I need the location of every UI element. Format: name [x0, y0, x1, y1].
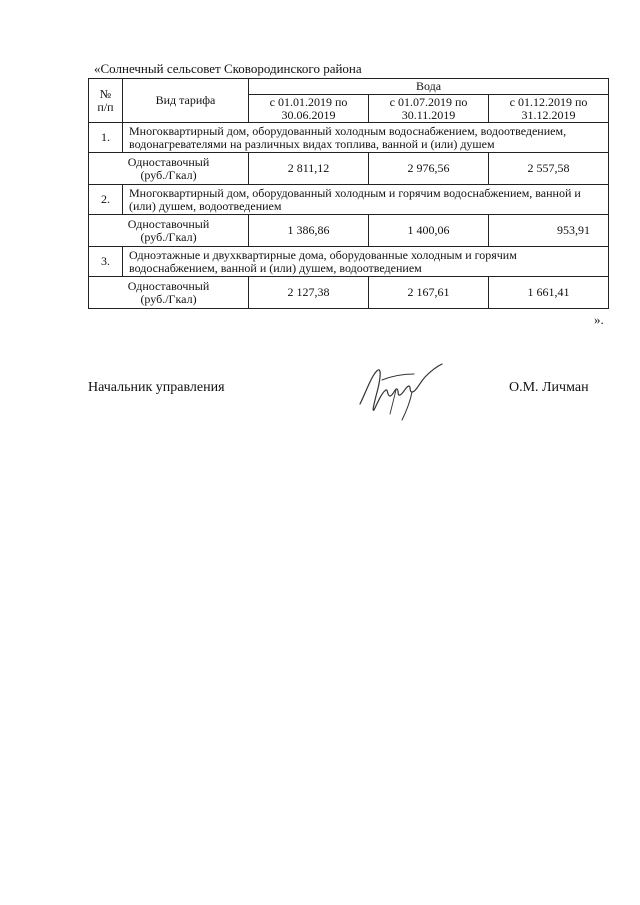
table-caption: «Солнечный сельсовет Сковородинского района: [94, 61, 362, 76]
tariff-type-label: Одноставочный (руб./Гкал): [127, 216, 210, 244]
value-cell: 953,91: [489, 215, 609, 247]
value-cell: 2 167,61: [369, 277, 489, 309]
value-cell: 2 976,56: [369, 153, 489, 185]
value-cell: 2 127,38: [249, 277, 369, 309]
signatory-name: О.М. Личман: [509, 380, 589, 395]
section-description: Многоквартирный дом, оборудованный холодным и горячим водоснабжением, ванной и (или) душем, водоотведением: [123, 185, 609, 215]
header-water-label: Вода: [415, 79, 442, 93]
tariff-type-cell: [89, 215, 249, 247]
section-number: 2.: [89, 185, 123, 215]
tariff-type-cell: [89, 153, 249, 185]
header-water-group: [249, 79, 609, 95]
section-number: 3.: [89, 247, 123, 277]
closing-quote: ».: [594, 312, 604, 327]
table-row: [89, 247, 609, 277]
section-description: Одноэтажные и двухквартирные дома, оборудованные холодным и горячим водоснабжением, ванной и (или) душем, водоотведением: [123, 247, 609, 277]
handwritten-signature-icon: [352, 362, 448, 424]
period-3-label: с 01.12.2019 по 31.12.2019: [509, 94, 588, 122]
tariff-type-cell: [89, 277, 249, 309]
header-tariff-type: [123, 79, 249, 123]
period-2-label: с 01.07.2019 по 30.11.2019: [389, 94, 468, 122]
value-cell: 2 811,12: [249, 153, 369, 185]
signatory-title: Начальник управления: [88, 380, 225, 395]
table-row: [89, 153, 609, 185]
tariff-type-label: Одноставочный (руб./Гкал): [127, 154, 210, 182]
header-period-2: [369, 95, 489, 123]
header-number-label: № п/п: [97, 86, 114, 114]
value-cell: 2 557,58: [489, 153, 609, 185]
header-tariff-type-label: Вид тарифа: [155, 93, 216, 107]
section-number: 1.: [89, 123, 123, 153]
value-cell: 1 386,86: [249, 215, 369, 247]
tariff-type-label: Одноставочный (руб./Гкал): [127, 278, 210, 306]
table-row: [89, 215, 609, 247]
period-1-label: с 01.01.2019 по 30.06.2019: [269, 94, 348, 122]
header-period-3: [489, 95, 609, 123]
value-cell: 1 661,41: [489, 277, 609, 309]
table-row: [89, 123, 609, 153]
value-cell: 1 400,06: [369, 215, 489, 247]
header-period-1: [249, 95, 369, 123]
header-number: [89, 79, 123, 123]
tariff-table: [88, 78, 609, 309]
table-row: [89, 277, 609, 309]
section-description: Многоквартирный дом, оборудованный холодным водоснабжением, водоотведением, водонагревателями на различных видах топлива, ванной и (или) душем: [123, 123, 609, 153]
table-row: [89, 185, 609, 215]
table-header-row: [89, 79, 609, 95]
